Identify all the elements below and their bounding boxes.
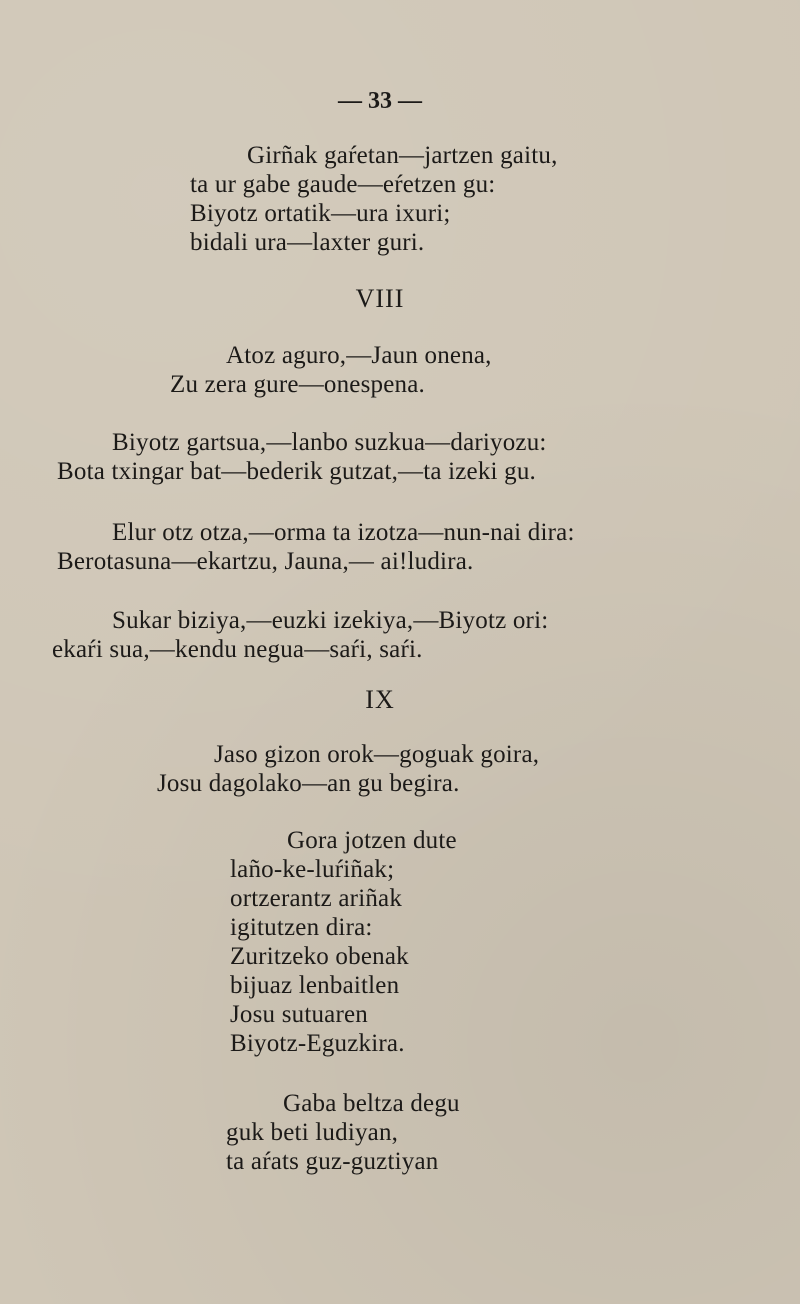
verse-line: ortzerantz ariñak — [230, 885, 403, 912]
verse-line: igitutzen dira: — [230, 914, 373, 941]
verse-line: Berotasuna—ekartzu, Jauna,— ai!ludira. — [57, 548, 474, 575]
refrain-line: Atoz aguro,—Jaun onena, — [226, 342, 492, 369]
verse-line: Bota txingar bat—bederik gutzat,—ta izeki gu. — [57, 458, 536, 485]
verse-line: ekaŕi sua,—kendu negua—saŕi, saŕi. — [52, 636, 423, 663]
stanza-line: Girñak gaŕetan—jartzen gaitu, — [247, 142, 558, 169]
verse-line: Biyotz gartsua,—lanbo suzkua—dariyozu: — [112, 429, 547, 456]
verse-line: Zuritzeko obenak — [230, 943, 409, 970]
section-heading-viii: VIII — [355, 284, 405, 313]
verse-line: Biyotz-Eguzkira. — [230, 1030, 405, 1057]
stanza-line: Biyotz ortatik—ura ixuri; — [190, 200, 451, 227]
verse-line: Sukar biziya,—euzki izekiya,—Biyotz ori: — [112, 607, 549, 634]
verse-line: bijuaz lenbaitlen — [230, 972, 400, 999]
verse-line: Josu sutuaren — [230, 1001, 369, 1028]
page-number: — 33 — — [338, 88, 422, 114]
refrain-line: Josu dagolako—an gu begira. — [157, 770, 460, 797]
verse-line: Gora jotzen dute — [287, 827, 457, 854]
stanza-line: bidali ura—laxter guri. — [190, 229, 425, 256]
refrain-line: Zu zera gure—onespena. — [170, 371, 425, 398]
verse-line: ta aŕats guz-guztiyan — [226, 1148, 439, 1175]
verse-line: Elur otz otza,—orma ta izotza—nun-nai dira: — [112, 519, 575, 546]
refrain-line: Jaso gizon orok—goguak goira, — [214, 741, 540, 768]
verse-line: laño-ke-luŕiñak; — [230, 856, 395, 883]
verse-line: guk beti ludiyan, — [226, 1119, 399, 1146]
section-heading-ix: IX — [365, 685, 395, 714]
verse-line: Gaba beltza degu — [283, 1090, 460, 1117]
stanza-line: ta ur gabe gaude—eŕetzen gu: — [190, 171, 496, 198]
